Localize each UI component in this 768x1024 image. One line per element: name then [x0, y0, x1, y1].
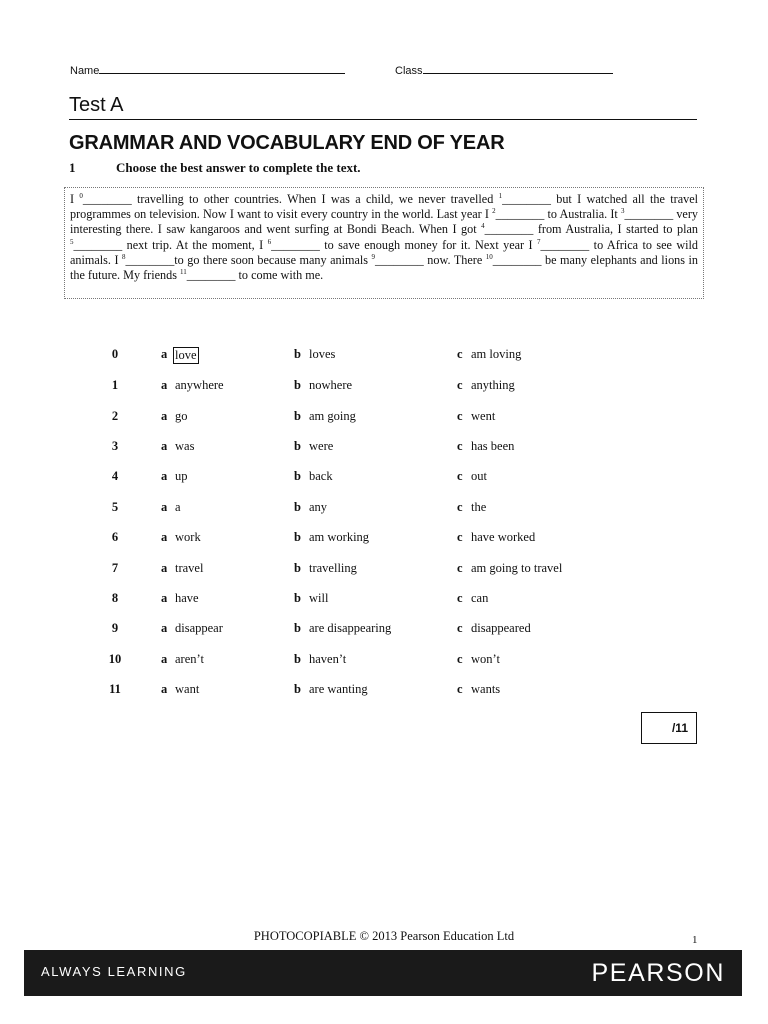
option-c[interactable]: am loving — [471, 347, 522, 361]
question-number: 2 — [111, 409, 119, 423]
option-a[interactable]: have — [175, 591, 199, 605]
name-field — [70, 62, 345, 77]
option-letter-c: c — [457, 347, 463, 361]
footer-tagline: ALWAYS LEARNING — [41, 964, 187, 979]
passage-segment: ________ to Australia. It — [495, 207, 621, 222]
option-c[interactable]: out — [471, 469, 487, 483]
option-a[interactable]: disappear — [175, 621, 223, 635]
name-blank-line — [99, 62, 345, 74]
option-letter-a: a — [161, 500, 168, 514]
option-letter-b: b — [294, 682, 301, 696]
option-a[interactable]: aren’t — [175, 652, 204, 666]
option-c[interactable]: disappeared — [471, 621, 531, 635]
option-letter-b: b — [294, 530, 301, 544]
option-b[interactable]: nowhere — [309, 378, 353, 392]
class-blank-line — [423, 62, 613, 74]
option-b[interactable]: back — [309, 469, 333, 483]
option-letter-b: b — [294, 561, 301, 575]
option-a[interactable]: anywhere — [175, 378, 224, 392]
option-a[interactable]: up — [175, 469, 188, 483]
option-a[interactable]: work — [175, 530, 201, 544]
question-row — [0, 439, 768, 459]
question-number: 5 — [111, 500, 119, 514]
exercise-instruction: Choose the best answer to complete the text. — [116, 160, 361, 175]
question-row — [0, 591, 768, 611]
passage-segment: ________ to save enough money for it. Next year I — [271, 237, 538, 252]
option-a[interactable]: was — [175, 439, 195, 453]
gap-number: 10 — [485, 252, 493, 261]
gap-number: 0 — [79, 192, 83, 200]
question-number: 11 — [109, 682, 121, 696]
gap-number: 2 — [492, 207, 496, 216]
question-row — [0, 530, 768, 550]
question-number: 3 — [111, 439, 119, 453]
question-row — [0, 652, 768, 672]
name-label: Name — [70, 65, 100, 77]
class-field — [395, 62, 613, 77]
option-a[interactable]: want — [175, 682, 200, 696]
option-letter-c: c — [457, 378, 463, 392]
copyright-notice: PHOTOCOPIABLE © 2013 Pearson Education Ltd — [253, 929, 515, 943]
option-letter-a: a — [161, 378, 168, 392]
question-number: 10 — [108, 652, 122, 666]
option-c[interactable]: the — [471, 500, 487, 514]
passage-segment: ________ but I watched all the travel programmes on television. Now I want to visit every country in the world. Last year I — [70, 192, 698, 222]
passage-segment: ________ now. There — [375, 252, 486, 267]
passage-segment: ________to go there soon because many animals — [125, 252, 372, 267]
option-letter-c: c — [457, 409, 463, 423]
exercise-number: 1 — [69, 160, 76, 175]
option-c[interactable]: anything — [471, 378, 515, 392]
option-letter-b: b — [294, 621, 301, 635]
page-number: 1 — [692, 934, 698, 946]
score-total: /11 — [671, 721, 688, 735]
option-a[interactable]: travel — [175, 561, 204, 575]
option-a[interactable]: love — [175, 348, 197, 362]
option-letter-b: b — [294, 347, 301, 361]
option-b[interactable]: were — [309, 439, 334, 453]
test-rule — [69, 119, 697, 120]
gap-number: 8 — [122, 252, 126, 261]
option-letter-b: b — [294, 378, 301, 392]
option-letter-b: b — [294, 591, 301, 605]
option-c[interactable]: can — [471, 591, 489, 605]
option-b[interactable]: are disappearing — [309, 621, 392, 635]
option-letter-a: a — [161, 652, 168, 666]
question-row — [0, 682, 768, 702]
option-letter-c: c — [457, 652, 463, 666]
option-letter-c: c — [457, 439, 463, 453]
option-letter-c: c — [457, 561, 463, 575]
option-a[interactable]: go — [175, 409, 188, 423]
option-c[interactable]: am going to travel — [471, 561, 563, 575]
option-letter-c: c — [457, 469, 463, 483]
gap-number: 6 — [267, 237, 272, 246]
question-number: 6 — [111, 530, 119, 544]
option-letter-a: a — [161, 347, 168, 361]
footer-bar — [24, 950, 742, 996]
question-number: 9 — [111, 621, 119, 635]
passage-segment: ________ from Australia, I started to plan — [484, 222, 698, 237]
question-number: 7 — [111, 561, 119, 575]
passage-segment: I — [70, 192, 80, 206]
passage-text-box — [64, 187, 704, 299]
option-letter-a: a — [161, 621, 168, 635]
option-b[interactable]: will — [309, 591, 329, 605]
option-b[interactable]: am going — [309, 409, 356, 423]
gap-number: 5 — [70, 237, 74, 246]
question-number: 4 — [111, 469, 119, 483]
option-letter-a: a — [161, 439, 168, 453]
question-row — [0, 378, 768, 398]
question-row — [0, 409, 768, 429]
option-letter-c: c — [457, 682, 463, 696]
passage-segment: ________ very interesting there. I saw kangaroos and went surfing at Bondi Beach. When I got — [70, 207, 698, 237]
question-row — [0, 561, 768, 581]
option-letter-b: b — [294, 439, 301, 453]
gap-number: 3 — [620, 207, 625, 216]
option-b[interactable]: are wanting — [309, 682, 368, 696]
option-c[interactable]: wants — [471, 682, 501, 696]
publisher-logo: PEARSON — [591, 959, 725, 987]
question-row — [0, 500, 768, 520]
test-label: Test A — [69, 94, 124, 116]
question-row — [0, 621, 768, 641]
option-letter-b: b — [294, 500, 301, 514]
option-letter-b: b — [294, 652, 301, 666]
option-letter-b: b — [294, 409, 301, 423]
option-b[interactable]: loves — [309, 347, 336, 361]
option-b[interactable]: haven’t — [309, 652, 347, 666]
option-c[interactable]: have worked — [471, 530, 536, 544]
option-c[interactable]: won’t — [471, 652, 500, 666]
option-letter-a: a — [161, 409, 168, 423]
option-c[interactable]: went — [471, 409, 496, 423]
gap-number: 1 — [498, 192, 503, 200]
option-letter-c: c — [457, 500, 463, 514]
option-letter-c: c — [457, 621, 463, 635]
question-row — [0, 469, 768, 489]
question-number: 8 — [111, 591, 119, 605]
gap-number: 11 — [180, 268, 187, 277]
gap-number: 9 — [371, 252, 376, 261]
passage-segment: ________ next trip. At the moment, I — [73, 237, 268, 252]
passage-segment: ________ to come with me. — [186, 268, 324, 283]
option-letter-a: a — [161, 591, 168, 605]
class-label: Class — [395, 65, 423, 77]
option-letter-a: a — [161, 682, 168, 696]
option-b[interactable]: any — [309, 500, 328, 514]
score-box — [641, 712, 697, 744]
option-b[interactable]: am working — [309, 530, 370, 544]
passage-segment: ________ to Africa to see wild animals. I — [70, 237, 699, 267]
passage-segment: ________ travelling to other countries. When I was a child, we never travelled — [82, 192, 499, 206]
page-title: GRAMMAR AND VOCABULARY END OF YEAR — [69, 132, 505, 154]
question-number: 0 — [111, 347, 119, 361]
option-a[interactable]: a — [175, 500, 181, 514]
option-letter-c: c — [457, 591, 463, 605]
option-letter-b: b — [294, 469, 301, 483]
question-number: 1 — [111, 378, 119, 392]
option-letter-a: a — [161, 561, 168, 575]
option-c[interactable]: has been — [471, 439, 515, 453]
option-letter-c: c — [457, 530, 463, 544]
question-row — [0, 347, 768, 367]
option-letter-a: a — [161, 469, 168, 483]
gap-number: 4 — [481, 222, 485, 231]
passage-segment: ________ be many elephants and lions in the future. My friends — [70, 252, 698, 283]
gap-number: 7 — [537, 237, 541, 246]
option-letter-a: a — [161, 530, 168, 544]
option-b[interactable]: travelling — [309, 561, 357, 575]
